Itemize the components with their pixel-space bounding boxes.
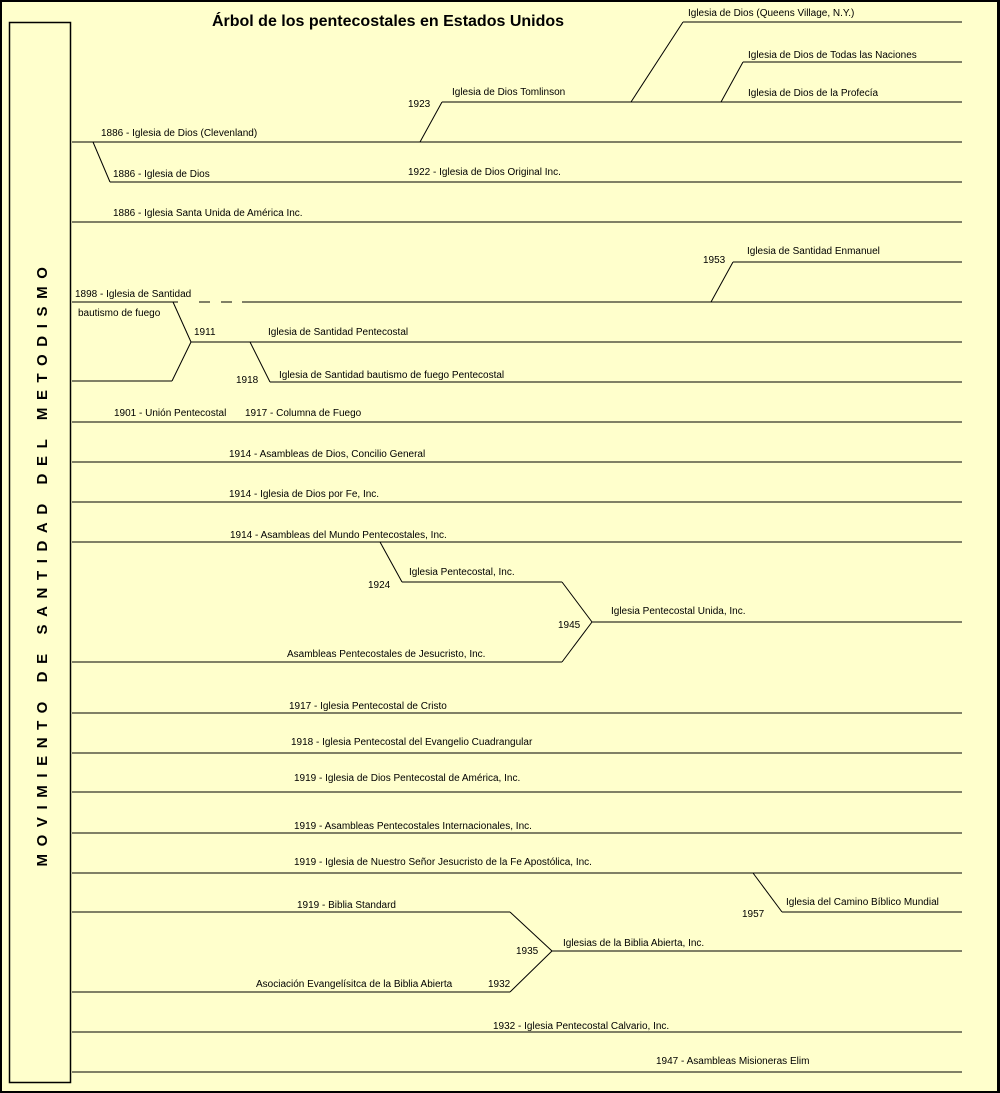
- label-union: 1901 - Unión Pentecostal: [114, 408, 227, 419]
- label-1945: 1945: [558, 620, 581, 631]
- label-santaunida: 1886 - Iglesia Santa Unida de América Inc.: [113, 208, 303, 219]
- label-santbaut: Iglesia de Santidad bautismo de fuego Pentecostal: [279, 370, 505, 381]
- label-biblia: 1919 - Biblia Standard: [297, 900, 396, 911]
- branch-bautismo-1911: [172, 342, 191, 381]
- branch-santidad-1911: [173, 302, 191, 342]
- label-asocevang: Asociación Evangelísitca de la Biblia Abierta: [256, 979, 453, 990]
- label-queens: Iglesia de Dios (Queens Village, N.Y.): [688, 8, 855, 19]
- label-1935: 1935: [516, 946, 539, 957]
- label-iglesia-de-dios-1886: 1886 - Iglesia de Dios: [113, 169, 210, 180]
- label-santidad: 1898 - Iglesia de Santidad: [75, 289, 192, 300]
- label-1918: 1918: [236, 375, 259, 386]
- label-iddfe: 1914 - Iglesia de Dios por Fe, Inc.: [229, 489, 380, 500]
- label-iddpamerica: 1919 - Iglesia de Dios Pentecostal de América, Inc.: [294, 773, 521, 784]
- label-bautismo: bautismo de fuego: [78, 308, 161, 319]
- branch-1886: [93, 142, 110, 182]
- branch-queens: [631, 22, 683, 102]
- side-label: MOVIMIENTO DE SANTIDAD DEL METODISMO: [34, 259, 51, 867]
- label-1924: 1924: [368, 580, 391, 591]
- label-1953: 1953: [703, 255, 726, 266]
- label-cuadrang: 1918 - Iglesia Pentecostal del Evangelio Cuadrangular: [291, 737, 533, 748]
- label-1957: 1957: [742, 909, 765, 920]
- label-profecia: Iglesia de Dios de la Profecía: [748, 88, 879, 99]
- label-tomlinson: Iglesia de Dios Tomlinson: [452, 87, 566, 98]
- label-original: 1922 - Iglesia de Dios Original Inc.: [408, 167, 561, 178]
- pentecostal-tree-diagram: [2, 2, 997, 1091]
- label-adconcilio: 1914 - Asambleas de Dios, Concilio General: [229, 449, 426, 460]
- label-apjesu: Asambleas Pentecostales de Jesucristo, Inc.: [287, 649, 486, 660]
- label-bibabierta: Iglesias de la Biblia Abierta, Inc.: [563, 938, 705, 949]
- diagram-frame: [2, 2, 997, 1091]
- label-columna: 1917 - Columna de Fuego: [245, 408, 362, 419]
- label-1923: 1923: [408, 99, 431, 110]
- label-enmanuel: Iglesia de Santidad Enmanuel: [747, 246, 880, 257]
- label-calvario: 1932 - Iglesia Pentecostal Calvario, Inc.: [493, 1021, 670, 1032]
- label-todas: Iglesia de Dios de Todas las Naciones: [748, 50, 917, 61]
- branch-ipinc-1945: [562, 582, 592, 622]
- branch-asoc-1935: [510, 951, 552, 992]
- label-misioneras: 1947 - Asambleas Misioneras Elim: [656, 1056, 810, 1067]
- label-camino: Iglesia del Camino Bíblico Mundial: [786, 897, 939, 908]
- label-apinter: 1919 - Asambleas Pentecostales Internacionales, Inc.: [294, 821, 532, 832]
- label-ipunida: Iglesia Pentecostal Unida, Inc.: [611, 606, 746, 617]
- diagram-title: Árbol de los pentecostales en Estados Unidos: [211, 13, 565, 30]
- label-santpent: Iglesia de Santidad Pentecostal: [268, 327, 409, 338]
- label-nuestro: 1919 - Iglesia de Nuestro Señor Jesucristo de la Fe Apostólica, Inc.: [294, 857, 592, 868]
- tree-labels: [75, 8, 939, 1067]
- label-1911: 1911: [194, 327, 216, 338]
- label-cleveland: 1886 - Iglesia de Dios (Clevenland): [101, 128, 258, 139]
- branch-1953: [711, 262, 733, 302]
- label-amundo: 1914 - Asambleas del Mundo Pentecostales, Inc.: [230, 530, 447, 541]
- branch-todas: [721, 62, 743, 102]
- branch-1957: [753, 873, 782, 912]
- label-1932: 1932: [488, 979, 511, 990]
- branch-1924: [380, 542, 402, 582]
- label-ipinc: Iglesia Pentecostal, Inc.: [409, 567, 515, 578]
- label-ipcristo: 1917 - Iglesia Pentecostal de Cristo: [289, 701, 447, 712]
